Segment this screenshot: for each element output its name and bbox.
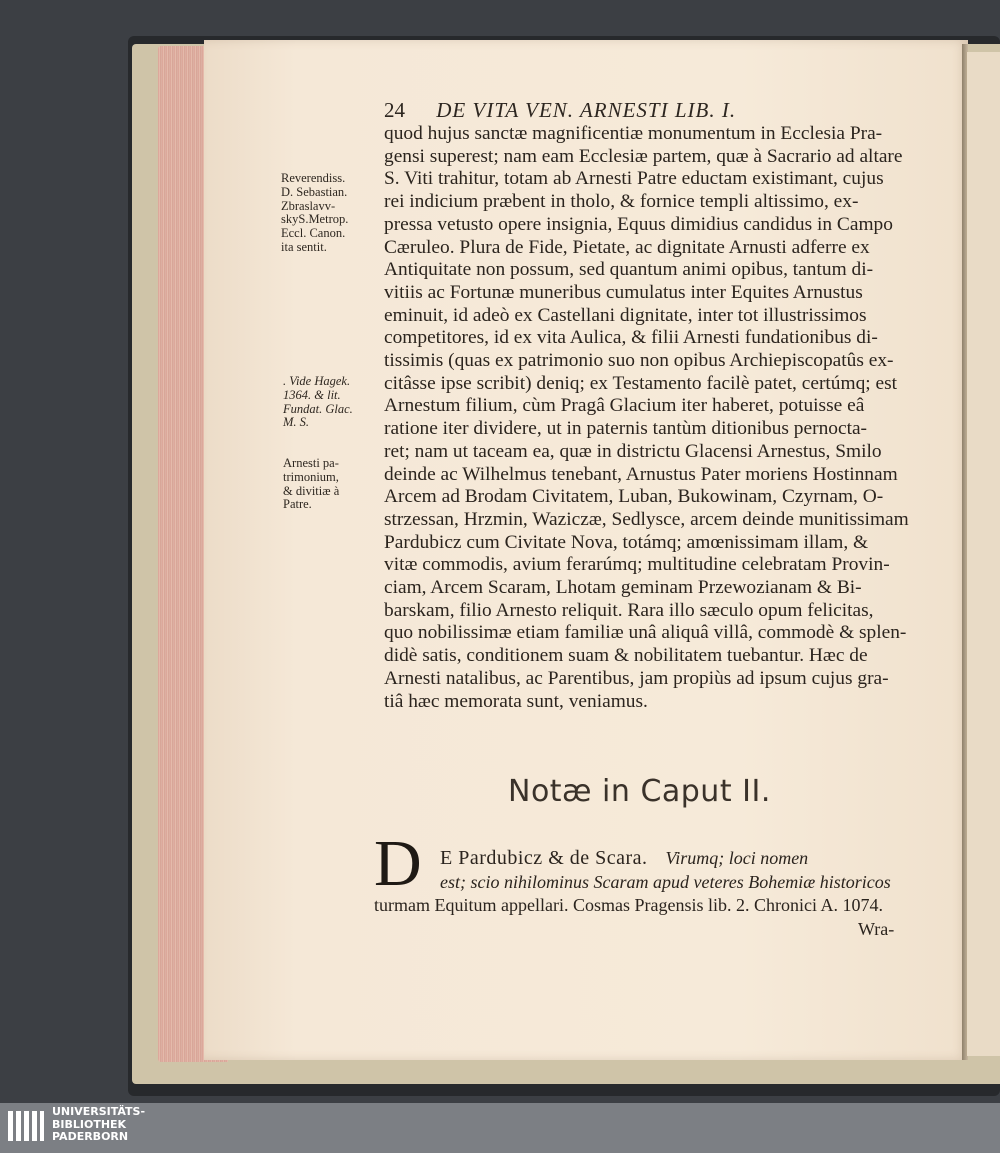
page-header (384, 98, 904, 123)
marginal-note-2 (283, 375, 383, 430)
marginal-line: trimonium, (283, 469, 339, 484)
marginal-line: Fundat. Glac. (283, 401, 353, 416)
text-line: ratione iter dividere, ut in paternis tantùm ditionibus pernocta- (384, 418, 868, 440)
marginal-line: & divitiæ à (283, 483, 340, 498)
marginal-note-1 (281, 172, 381, 255)
text-line: tiâ hæc memorata sunt, veniamus. (384, 690, 648, 712)
text-line: quo nobilissimæ etiam familiæ unâ aliquâ villâ, commodè & splen- (384, 622, 907, 644)
text-line: competitores, id ex vita Aulica, & filii Arnesti fundationibus di- (384, 327, 878, 349)
library-name-line: BIBLIOTHEK (52, 1117, 127, 1131)
facing-page-edge (966, 52, 1000, 1056)
marginal-note-3 (283, 457, 383, 512)
marginal-line: Zbraslavv- (281, 198, 336, 213)
body-paragraph (384, 123, 936, 713)
library-name-line: PADERBORN (52, 1130, 129, 1143)
marginal-line: 1364. & lit. (283, 387, 341, 402)
drop-capital: D (374, 827, 422, 900)
notes-line-1-rest: Virumq; loci nomen (665, 848, 809, 868)
marginal-line: ita sentit. (281, 239, 327, 254)
text-line: barskam, filio Arnesto reliquit. Rara illo sæculo opum felicitas, (384, 599, 874, 621)
text-line: citâsse ipse scribit) deniq; ex Testamento facilè patet, certúmq; est (384, 372, 898, 394)
text-line: quod hujus sanctæ magnificentiæ monumentum in Ecclesia Pra- (384, 123, 883, 144)
text-line: gensi superest; nam eam Ecclesiæ partem, quæ à Sacrario ad altare (384, 145, 903, 167)
text-line: tissimis (quas ex patrimonio suo non opibus Archiepiscopatûs ex- (384, 350, 894, 372)
text-line: eminuit, id adeò ex Castellani dignitate, inter tot illustrissimos (384, 304, 867, 326)
marginal-line: Arnesti pa- (283, 456, 339, 470)
marginal-line: skyS.Metrop. (281, 212, 349, 227)
text-line: strzessan, Hrzmin, Waziczæ, Sedlysce, arcem deinde munitissimam (384, 508, 909, 530)
text-line: Antiquitate non possum, sed quantum animi opibus, tantum di- (384, 259, 874, 281)
catchword: Wra- (858, 919, 895, 939)
text-line: rei indicium præbent in tholo, & fornice templi altissimo, ex- (384, 191, 859, 213)
text-line: Arnestum filium, cùm Pragâ Glacium iter haberet, potuisse eâ (384, 395, 865, 417)
text-line: deinde ac Wilhelmus tenebant, Arnustus Pater moriens Hostinnam (384, 463, 898, 485)
running-title: DE VITA VEN. ARNESTI LIB. I. (436, 98, 737, 122)
notes-block (440, 846, 930, 894)
notes-line-3: turmam Equitum appellari. Cosmas Pragensis lib. 2. Chronici A. 1074. (374, 895, 883, 915)
text-line: ret; nam ut taceam ea, quæ in districtu Glacensi Arnestus, Smilo (384, 440, 882, 462)
library-name (52, 1106, 145, 1144)
library-footer (0, 1103, 1000, 1153)
notes-line-1 (440, 846, 930, 870)
marginal-line: M. S. (283, 415, 310, 430)
library-name-line: UNIVERSITÄTS- (52, 1105, 146, 1118)
marginal-line: Eccl. Canon. (281, 226, 346, 241)
text-line: vitæ commodis, avium ferarúmq; multitudine celebratam Provin- (384, 554, 890, 576)
text-line: Pardubicz cum Civitate Nova, totámq; amœnissimam illam, & (384, 531, 869, 553)
text-line: didè satis, conditionem suam & nobilitatem tuebantur. Hæc de (384, 645, 868, 667)
text-line: Arcem ad Brodam Civitatem, Luban, Bukowinam, Czyrnam, O- (384, 486, 884, 508)
marginal-line: . Vide Hagek. (283, 374, 351, 388)
text-line: Arnesti natalibus, ac Parentibus, jam propiùs ad ipsum cujus gra- (384, 667, 889, 689)
page-number: 24 (384, 98, 405, 122)
text-line: pressa vetusto opere insignia, Equus dimidius candidus in Campo (384, 213, 893, 235)
text-line: vitiis ac Fortunæ muneribus cumulatus inter Equites Arnustus (384, 281, 863, 303)
notes-heading: E Pardubicz & de Scara. (440, 847, 648, 869)
section-title: Notæ in Caput II. (508, 774, 771, 809)
marginal-line: Patre. (283, 497, 312, 512)
body-lines (384, 123, 936, 713)
text-line: S. Viti trahitur, totam ab Arnesti Patre eductam existimant, cujus (384, 168, 884, 190)
notes-line-2: est; scio nihilominus Scaram apud veteres Bohemiæ historicos (440, 872, 891, 892)
marginal-line: Reverendiss. (281, 171, 346, 185)
marginal-line: D. Sebastian. (281, 184, 348, 199)
library-logo-icon (8, 1111, 46, 1141)
text-line: ciam, Arcem Scaram, Lhotam geminam Przewozianam & Bi- (384, 577, 862, 599)
text-line: Cæruleo. Plura de Fide, Pietate, ac dignitate Arnusti adferre ex (384, 236, 870, 258)
